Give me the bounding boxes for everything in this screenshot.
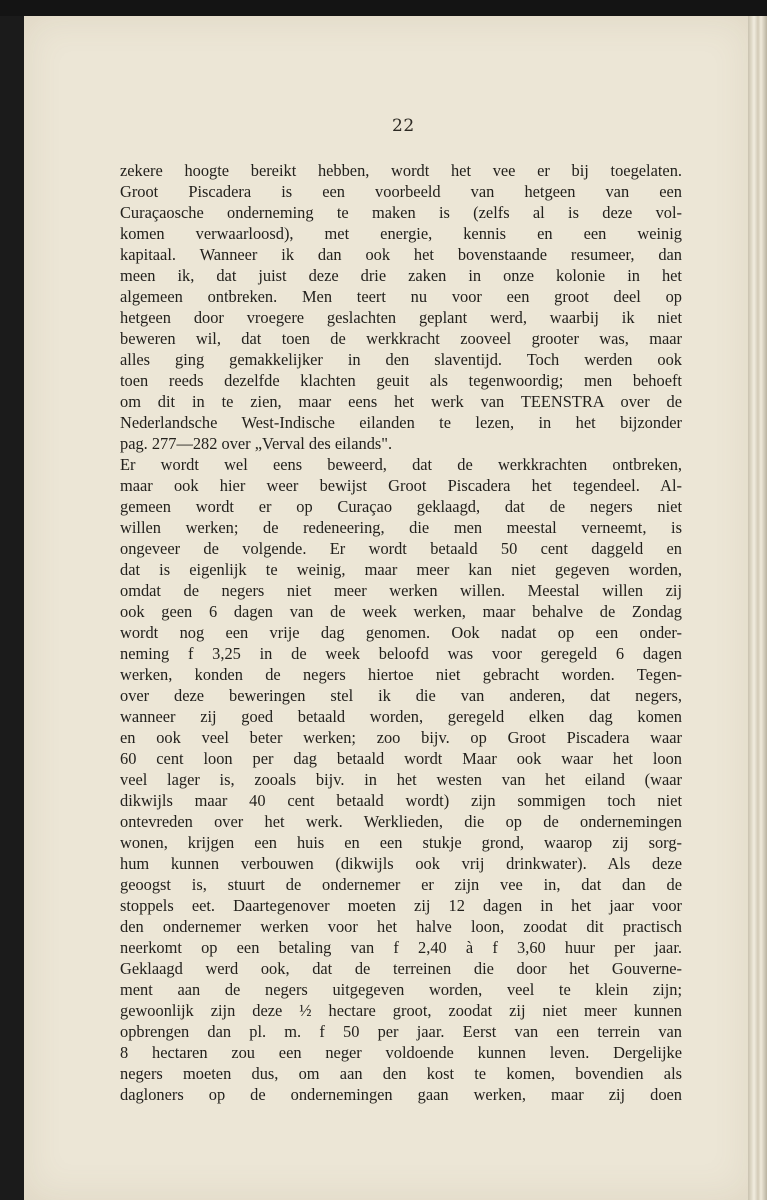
text-line: omdat de negers niet meer werken willen. Meestal willen zij <box>120 581 682 600</box>
text-line: ment aan de negers uitgegeven worden, veel te klein zijn; <box>120 980 682 999</box>
scan-top-border <box>0 0 767 16</box>
text-line: toen reeds dezelfde klachten geuit als tegenwoordig; men behoeft <box>120 371 682 390</box>
text-line: werken, konden de negers hiertoe niet gebracht worden. Tegen- <box>120 665 682 684</box>
text-line: den ondernemer werken voor het halve loon, zoodat dit practisch <box>120 917 682 936</box>
text-line: hetgeen door vroegere geslachten geplant werd, waarbij ik niet <box>120 308 682 327</box>
text-line: geoogst is, stuurt de ondernemer er zijn vee in, dat dan de <box>120 875 682 894</box>
text-line: wanneer zij goed betaald worden, geregeld elken dag komen <box>120 707 682 726</box>
text-line: gewoonlijk zijn deze ½ hectare groot, zoodat zij niet meer kunnen <box>120 1001 682 1020</box>
text-line: Nederlandsche West-Indische eilanden te lezen, in het bijzonder <box>120 413 682 432</box>
text-line: gemeen wordt er op Curaçao geklaagd, dat de negers niet <box>120 497 682 516</box>
text-line: alles ging gemakkelijker in den slaventijd. Toch werden ook <box>120 350 682 369</box>
text-line: algemeen ontbreken. Men teert nu voor een groot deel op <box>120 287 682 306</box>
text-line: kapitaal. Wanneer ik dan ook het bovenstaande resumeer, dan <box>120 245 682 264</box>
text-line: dikwijls maar 40 cent betaald wordt) zijn sommigen toch niet <box>120 791 682 810</box>
text-line: om dit in te zien, maar eens het werk van TEENSTRA over de <box>120 392 682 411</box>
text-line: willen werken; de redeneering, die men meestal verneemt, is <box>120 518 682 537</box>
text-line: wonen, krijgen een huis en een stukje grond, waarop zij sorg- <box>120 833 682 852</box>
text-line: Groot Piscadera is een voorbeeld van hetgeen van een <box>120 182 682 201</box>
text-line: ook geen 6 dagen van de week werken, maar behalve de Zondag <box>120 602 682 621</box>
text-line: 8 hectaren zou een neger voldoende kunnen leven. Dergelijke <box>120 1043 682 1062</box>
text-line: neming f 3,25 in de week beloofd was voor geregeld 6 dagen <box>120 644 682 663</box>
text-line: neerkomt op een betaling van f 2,40 à f 3,60 huur per jaar. <box>120 938 682 957</box>
text-line: zekere hoogte bereikt hebben, wordt het vee er bij toegelaten. <box>120 161 682 180</box>
text-line: en ook veel beter werken; zoo bijv. op Groot Piscadera waar <box>120 728 682 747</box>
text-line: dat is eigenlijk te weinig, maar meer kan niet gegeven worden, <box>120 560 682 579</box>
text-line: stoppels eet. Daartegenover moeten zij 12 dagen in het jaar voor <box>120 896 682 915</box>
text-line: veel lager is, zooals bijv. in het westen van het eiland (waar <box>120 770 682 789</box>
text-line: Er wordt wel eens beweerd, dat de werkkrachten ontbreken, <box>120 455 682 474</box>
text-line: pag. 277—282 over „Verval des eilands". <box>120 434 393 453</box>
text-line: Curaçaosche onderneming te maken is (zelfs al is deze vol- <box>120 203 682 222</box>
text-line: wordt nog een vrije dag genomen. Ook nadat op een onder- <box>120 623 682 642</box>
text-line: ontevreden over het werk. Werklieden, die op de ondernemingen <box>120 812 682 831</box>
text-line: maar ook hier weer bewijst Groot Piscadera het tegendeel. Al- <box>120 476 682 495</box>
text-line: hum kunnen verbouwen (dikwijls ook vrij drinkwater). Als deze <box>120 854 682 873</box>
text-line: over deze beweringen stel ik die van anderen, dat negers, <box>120 686 682 705</box>
text-line: dagloners op de ondernemingen gaan werken, maar zij doen <box>120 1085 682 1104</box>
text-line: ongeveer de volgende. Er wordt betaald 50 cent daggeld en <box>120 539 682 558</box>
text-line: negers moeten dus, om aan den kost te komen, bovendien als <box>120 1064 682 1083</box>
text-line: 60 cent loon per dag betaald wordt Maar ook waar het loon <box>120 749 682 768</box>
text-line: Geklaagd werd ook, dat de terreinen die door het Gouverne- <box>120 959 682 978</box>
text-line: meen ik, dat juist deze drie zaken in onze kolonie in het <box>120 266 682 285</box>
text-line: opbrengen dan pl. m. f 50 per jaar. Eerst van een terrein van <box>120 1022 682 1041</box>
text-line: komen verwaarloosd), met energie, kennis en een weinig <box>120 224 682 243</box>
page-number: 22 <box>392 116 415 136</box>
page-edge <box>748 16 767 1200</box>
text-line: beweren wil, dat toen de werkkracht zooveel grooter was, maar <box>120 329 682 348</box>
